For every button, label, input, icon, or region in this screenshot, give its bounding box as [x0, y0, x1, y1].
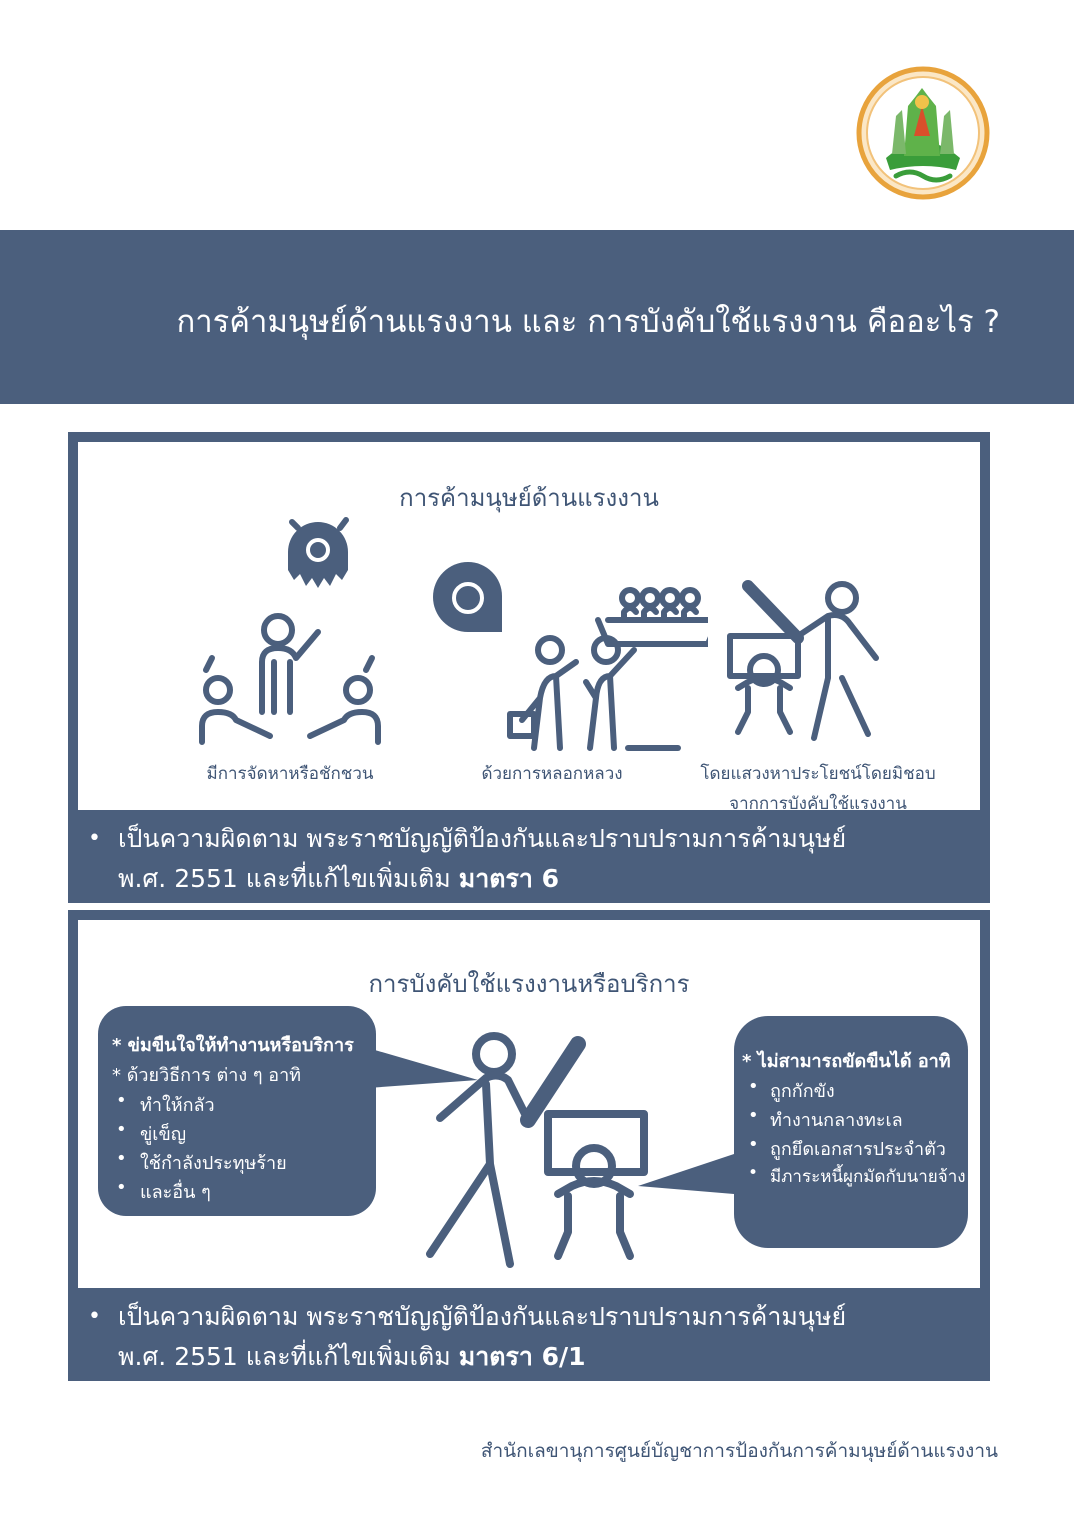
coercion-item: • และอื่น ๆ [116, 1177, 211, 1203]
ministry-seal-logo [856, 66, 990, 200]
trafficking-illustration-area [78, 442, 980, 814]
caption-deception: ด้วยการหลอกหลวง [481, 764, 623, 784]
section-title-forced-labour: การบังคับใช้แรงงานหรือบริการ [368, 970, 690, 998]
coercion-item: • ใช้กำลังประทุษร้าย [116, 1148, 287, 1174]
exploitation-icon [718, 578, 908, 748]
coercion-item: • ขู่เข็ญ [116, 1119, 187, 1145]
no-resistance-item: • มีภาระหนี้ผูกมัดกับนายจ้าง [748, 1163, 966, 1187]
bullet: • [88, 1304, 101, 1329]
no-resistance-item: • ถูกยึดเอกสารประจำตัว [748, 1134, 946, 1160]
deception-icon [428, 562, 708, 752]
no-resistance-heading: * ไม่สามารถขัดขืนได้ อาทิ [742, 1051, 951, 1072]
forced-labour-illustration-area [78, 920, 980, 1288]
page-title: การค้ามนุษย์ด้านแรงงาน และ การบังคับใช้แรงงาน คืออะไร ? [176, 304, 1000, 340]
recruitment-icon [196, 512, 386, 752]
coercion-subheading: * ด้วยวิธีการ ต่าง ๆ อาทิ [112, 1065, 302, 1086]
law-reference-section6 [88, 819, 847, 899]
law-line2: พ.ศ. 2551 และที่แก้ไขเพิ่มเติม มาตรา 6/1 [118, 1342, 586, 1371]
forced-labour-panel [68, 910, 990, 1381]
trafficking-panel [68, 432, 990, 903]
caption-exploitation-line2: จากการบังคับใช้แรงงาน [729, 794, 907, 814]
law-article: มาตรา 6 [458, 864, 560, 893]
bullet: • [88, 826, 101, 851]
coercion-heading: * ข่มขืนใจให้ทำงานหรือบริการ [112, 1035, 354, 1056]
law-line1: เป็นความผิดตาม พระราชบัญญัติป้องกันและปราบปรามการค้ามนุษย์ [118, 1302, 847, 1331]
coercion-item: • ทำให้กลัว [116, 1090, 215, 1116]
law-reference-section6-1 [88, 1297, 847, 1377]
law-line2: พ.ศ. 2551 และที่แก้ไขเพิ่มเติม มาตรา 6 [118, 864, 560, 893]
no-resistance-bubble [734, 1016, 968, 1248]
caption-recruitment: มีการจัดหาหรือชักชวน [206, 764, 374, 784]
footer-agency: สำนักเลขานุการศูนย์บัญชาการป้องกันการค้ามนุษย์ด้านแรงงาน [480, 1440, 998, 1462]
coercion-bubble [98, 1006, 376, 1216]
section-title-trafficking: การค้ามนุษย์ด้านแรงงาน [399, 484, 659, 512]
no-resistance-item: • ทำงานกลางทะเล [748, 1105, 903, 1131]
caption-exploitation-line1: โดยแสวงหาประโยชน์โดยมิชอบ [700, 764, 936, 784]
no-resistance-item: • ถูกกักขัง [748, 1076, 835, 1102]
law-article: มาตรา 6/1 [458, 1342, 586, 1371]
law-line1: เป็นความผิดตาม พระราชบัญญัติป้องกันและปราบปรามการค้ามนุษย์ [118, 824, 847, 853]
